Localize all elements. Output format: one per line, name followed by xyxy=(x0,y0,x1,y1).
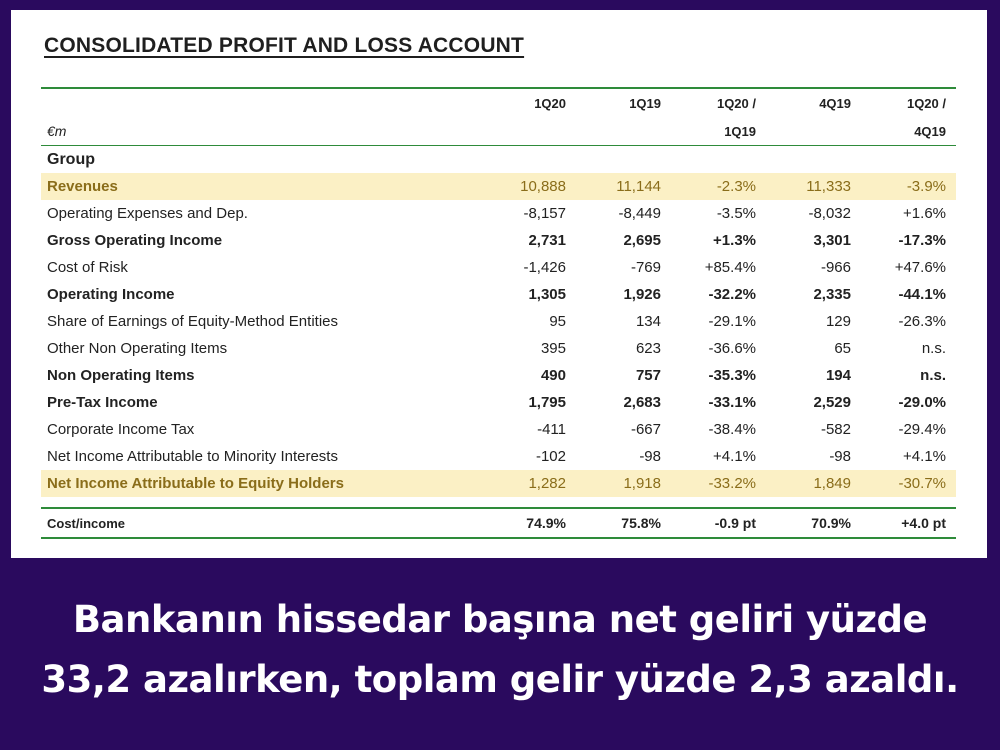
header-row-2 xyxy=(41,117,956,146)
col-header: 4Q19 xyxy=(819,95,851,111)
cell-value: 757 xyxy=(635,367,661,384)
cell-value: -3.5% xyxy=(716,205,756,222)
cell-value: 1,795 xyxy=(528,394,566,411)
table-row xyxy=(41,470,956,497)
cell-value: 1,849 xyxy=(766,470,861,497)
cell-value: n.s. xyxy=(921,340,946,357)
cell-value: 490 xyxy=(540,367,566,384)
report-title: CONSOLIDATED PROFIT AND LOSS ACCOUNT xyxy=(44,34,525,57)
cell-value: 134 xyxy=(635,313,661,330)
cell-value: +4.1% xyxy=(903,448,946,465)
cell-value: -32.2% xyxy=(708,286,756,303)
col-header: 1Q20 xyxy=(534,95,566,111)
cell-value: -411 xyxy=(537,421,566,438)
group-row xyxy=(41,146,956,174)
row-label: Operating Income xyxy=(47,286,175,303)
cell-value: 2,683 xyxy=(623,394,661,411)
cell-value: 75.8% xyxy=(576,508,671,538)
row-label: Operating Expenses and Dep. xyxy=(47,205,248,222)
cell-value: +4.1% xyxy=(713,448,756,465)
cell-value: -17.3% xyxy=(898,232,946,249)
cell-value: 623 xyxy=(635,340,661,357)
cell-value: -38.4% xyxy=(708,421,756,438)
table-row xyxy=(41,362,956,389)
header-row-1 xyxy=(41,89,956,117)
cell-value: 11,144 xyxy=(576,173,671,200)
cell-value: +1.3% xyxy=(713,232,756,249)
cost-income-row xyxy=(41,508,956,538)
pl-table-wrap xyxy=(41,87,956,539)
cell-value: 2,335 xyxy=(813,286,851,303)
cell-value: 1,926 xyxy=(623,286,661,303)
cell-value: 129 xyxy=(825,313,851,330)
cell-value: 11,333 xyxy=(766,173,861,200)
row-label: Other Non Operating Items xyxy=(47,340,228,357)
cell-value: 3,301 xyxy=(813,232,851,249)
row-label: Net Income Attributable to Equity Holders xyxy=(41,470,481,497)
cell-value: -26.3% xyxy=(898,313,946,330)
cell-value: 65 xyxy=(834,340,851,357)
cell-value: -29.0% xyxy=(898,394,946,411)
row-label: Share of Earnings of Equity-Method Entities xyxy=(47,313,338,330)
cell-value: -2.3% xyxy=(671,173,766,200)
table-row xyxy=(41,200,956,227)
cell-value: +85.4% xyxy=(704,259,756,276)
row-label: Non Operating Items xyxy=(47,367,195,384)
table-row xyxy=(41,308,956,335)
table-row xyxy=(41,254,956,281)
cell-value: 1,305 xyxy=(528,286,566,303)
cell-value: -102 xyxy=(535,448,566,465)
caption-line-2: 33,2 azalırken, toplam gelir yüzde 2,3 azaldı. xyxy=(41,658,959,701)
table-row xyxy=(41,173,956,200)
table-row xyxy=(41,335,956,362)
cell-value: -8,157 xyxy=(523,205,566,222)
cell-value: +47.6% xyxy=(894,259,946,276)
cell-value: -0.9 pt xyxy=(671,508,766,538)
cell-value: -36.6% xyxy=(708,340,756,357)
group-label: Group xyxy=(47,150,95,168)
cell-value: 395 xyxy=(540,340,566,357)
cell-value: 2,731 xyxy=(528,232,566,249)
row-label: Pre-Tax Income xyxy=(47,394,158,411)
row-label: Net Income Attributable to Minority Interests xyxy=(47,448,338,465)
cell-value: 74.9% xyxy=(481,508,576,538)
cell-value: 2,529 xyxy=(813,394,851,411)
row-label: Corporate Income Tax xyxy=(47,421,195,438)
spacer-row xyxy=(41,497,956,508)
col-header: 1Q19 xyxy=(671,117,766,146)
cell-value: 1,282 xyxy=(481,470,576,497)
col-header: 1Q19 xyxy=(629,95,661,111)
row-label: Cost of Risk xyxy=(47,259,128,276)
cell-value: -8,449 xyxy=(618,205,661,222)
pl-table xyxy=(41,89,956,539)
table-row xyxy=(41,281,956,308)
col-header: 1Q20 / xyxy=(906,95,946,111)
cell-value: -3.9% xyxy=(861,173,956,200)
cell-value: -29.4% xyxy=(898,421,946,438)
report-card xyxy=(11,10,987,558)
cell-value: -667 xyxy=(630,421,661,438)
table-row xyxy=(41,227,956,254)
cell-value: -8,032 xyxy=(808,205,851,222)
row-label: Cost/income xyxy=(41,508,481,538)
cell-value: 10,888 xyxy=(481,173,576,200)
cell-value: -29.1% xyxy=(708,313,756,330)
cell-value: 2,695 xyxy=(623,232,661,249)
cell-value: +1.6% xyxy=(903,205,946,222)
cell-value: 95 xyxy=(549,313,566,330)
cell-value: -35.3% xyxy=(708,367,756,384)
cell-value: -1,426 xyxy=(523,259,566,276)
table-row xyxy=(41,389,956,416)
cell-value: 70.9% xyxy=(766,508,861,538)
col-header: 4Q19 xyxy=(861,117,956,146)
row-label: Revenues xyxy=(41,173,481,200)
cell-value: -98 xyxy=(639,448,661,465)
cell-value: -33.1% xyxy=(708,394,756,411)
table-row xyxy=(41,443,956,470)
cell-value: n.s. xyxy=(920,367,946,384)
col-header: 1Q20 / xyxy=(716,95,756,111)
cell-value: -98 xyxy=(829,448,851,465)
cell-value: 194 xyxy=(825,367,851,384)
table-row xyxy=(41,416,956,443)
cell-value: -33.2% xyxy=(671,470,766,497)
unit-label: €m xyxy=(41,117,481,146)
caption-line-1: Bankanın hissedar başına net geliri yüzde xyxy=(72,598,928,641)
cell-value: -769 xyxy=(630,259,661,276)
cell-value: +4.0 pt xyxy=(861,508,956,538)
row-label: Gross Operating Income xyxy=(47,232,223,249)
cell-value: -44.1% xyxy=(898,286,946,303)
caption xyxy=(0,590,1000,710)
cell-value: -582 xyxy=(820,421,851,438)
cell-value: -966 xyxy=(820,259,851,276)
cell-value: 1,918 xyxy=(576,470,671,497)
cell-value: -30.7% xyxy=(861,470,956,497)
